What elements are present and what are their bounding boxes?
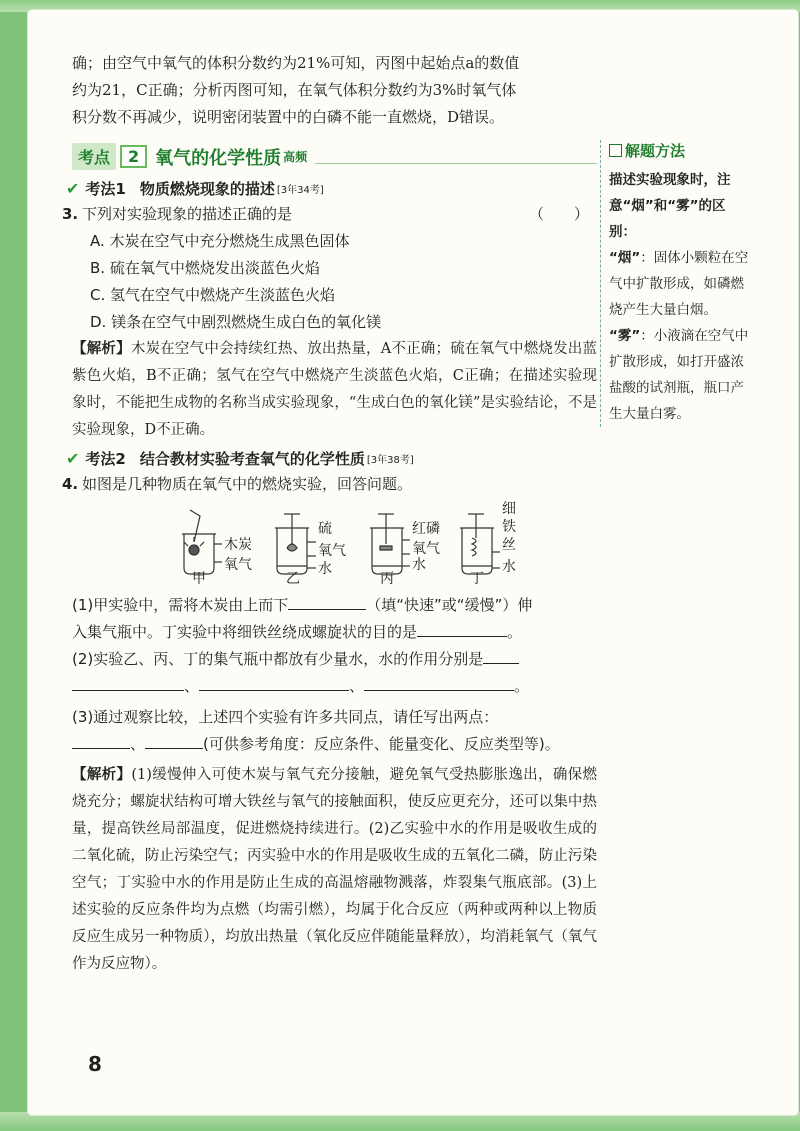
method-title: 结合教材实验考查氧气的化学性质 xyxy=(139,450,365,468)
question-stem: 如图是几种物质在氧气中的燃烧实验，回答问题。 xyxy=(82,475,413,493)
intro-line: 确；由空气中氧气的体积分数约为21%可知，丙图中起始点a的数值 xyxy=(72,54,520,72)
section-number: 2 xyxy=(120,145,147,168)
section-rule xyxy=(315,163,597,164)
answer-blank[interactable] xyxy=(72,732,130,749)
question-4 xyxy=(62,471,597,498)
subquestion-2-cont: 、 、 。 xyxy=(72,673,597,700)
label-water: 水 xyxy=(412,557,426,573)
option-a: A. 木炭在空气中充分燃烧生成黑色固体 xyxy=(90,232,350,250)
method-label: 考法1 xyxy=(85,180,126,198)
label-oxygen: 氧气 xyxy=(318,543,346,559)
option-c: C. 氢气在空气中燃烧产生淡蓝色火焰 xyxy=(90,286,336,304)
main-column xyxy=(62,50,598,978)
section-tag: 高频 xyxy=(283,150,308,164)
question-stem: 下列对实验现象的描述正确的是 xyxy=(82,205,293,223)
intro-line: 积分数不再减少，说明密闭装置中的白磷不能一直燃烧，D错误。 xyxy=(72,108,505,126)
caption-yi: 乙 xyxy=(286,571,300,587)
page-number: 8 xyxy=(88,1052,102,1076)
option-b: B. 硫在氧气中燃烧发出淡蓝色火焰 xyxy=(90,259,320,277)
intro-line: 约为21，C正确；分析丙图可知，在氧气体积分数约为3%时氧气体 xyxy=(72,81,517,99)
question-number: 3. xyxy=(62,205,79,223)
sidebar-intro: 描述实验现象时，注意“烟”和“雾”的区别： xyxy=(609,172,731,240)
label-oxygen: 氧气 xyxy=(412,541,440,557)
analysis-label: 【解析】 xyxy=(72,767,132,783)
caption-jia: 甲 xyxy=(192,571,206,587)
method-heading-1 xyxy=(66,178,597,199)
section-title: 氧气的化学性质 xyxy=(155,147,282,169)
answer-blank[interactable] xyxy=(199,674,349,691)
method-heading-2 xyxy=(66,448,597,469)
tip-box-icon xyxy=(609,144,622,157)
checkmark-icon: ✔ xyxy=(66,179,80,198)
section-label: 考点 xyxy=(72,143,116,170)
subquestion-2: (2)实验乙、丙、丁的集气瓶中都放有少量水，水的作用分别是 xyxy=(72,646,597,673)
label-charcoal: 木炭 xyxy=(224,537,252,553)
analysis-label: 【解析】 xyxy=(72,341,131,357)
subquestion-1-cont: 入集气瓶中。丁实验中将细铁丝绕成螺旋状的目的是 。 xyxy=(72,619,597,646)
answer-blank[interactable] xyxy=(72,674,184,691)
answer-bracket: （ ） xyxy=(528,205,589,223)
analysis-q4 xyxy=(72,762,597,978)
tips-sidebar xyxy=(600,140,749,427)
label-sulfur: 硫 xyxy=(318,521,332,537)
method-frequency: [3年38考] xyxy=(366,455,414,466)
combustion-figure xyxy=(72,501,597,587)
subquestion-1: (1)甲实验中，需将木炭由上而下 （填“快速”或“缓慢”）伸 xyxy=(72,592,597,619)
option-d: D. 镁条在空气中剧烈燃烧生成白色的氧化镁 xyxy=(90,313,382,331)
sidebar-smoke: “烟”：固体小颗粒在空气中扩散形成，如磷燃烧产生大量白烟。 xyxy=(609,250,749,318)
label-thin: 细 xyxy=(502,501,516,517)
label-oxygen: 氧气 xyxy=(224,557,252,573)
analysis-q3 xyxy=(72,336,597,444)
label-iron: 铁 xyxy=(502,519,516,535)
answer-blank[interactable] xyxy=(145,732,203,749)
sidebar-fog: “雾”：小液滴在空气中扩散形成，如打开盛浓盐酸的试剂瓶，瓶口产生大量白雾。 xyxy=(609,328,749,422)
subquestion-3: (3)通过观察比较，上述四个实验有许多共同点，请任写出两点： xyxy=(72,708,499,726)
label-water: 水 xyxy=(502,559,516,575)
label-red-phosphorus: 红磷 xyxy=(412,521,440,537)
answer-blank[interactable] xyxy=(364,674,514,691)
subquestion-3-cont: 、 (可供参考角度：反应条件、能量变化、反应类型等)。 xyxy=(72,731,597,758)
analysis-text: 木炭在空气中会持续红热、放出热量，A不正确；硫在氧气中燃烧发出蓝紫色火焰，B不正确；氢气在空气中燃烧产生淡蓝色火焰，C正确；在描述实验现象时，不能把生成物的名称当成实验现象，“生成白色的氧化镁”是实验结论，不是实验现象，D不正确。 xyxy=(72,341,598,438)
label-water: 水 xyxy=(318,561,332,577)
method-label: 考法2 xyxy=(85,450,126,468)
analysis-text: (1)缓慢伸入可使木炭与氧气充分接触，避免氧气受热膨胀逸出，确保燃烧充分；螺旋状结构可增大铁丝与氧气的接触面积，使反应更充分，还可以集中热量，提高铁丝局部温度，促进燃烧持续进行。(2)乙实验中水的作用是吸收生成的二氧化硫，防止污染空气；丙实验中水的作用是吸收生成的五氧化二磷，防止污染空气；丁实验中水的作用是防止生成的高温熔融物溅落，炸裂集气瓶底部。(3)上述实验的反应条件均为点燃（均需引燃），均属于化合反应（两种或两种以上物质反应生成另一种物质），均放出热量（氧化反应伴随能量释放），均消耗氧气（氧气作为反应物）。 xyxy=(72,767,598,972)
question-number: 4. xyxy=(62,475,79,493)
answer-blank[interactable] xyxy=(483,647,519,664)
caption-bing: 丙 xyxy=(380,571,394,587)
method-title: 物质燃烧现象的描述 xyxy=(139,180,275,198)
section-header xyxy=(72,143,597,170)
label-wire: 丝 xyxy=(502,537,516,553)
method-frequency: [3年34考] xyxy=(276,185,324,196)
answer-blank[interactable] xyxy=(288,593,366,610)
answer-blank[interactable] xyxy=(417,620,507,637)
checkmark-icon: ✔ xyxy=(66,449,80,468)
question-3 xyxy=(62,201,597,228)
caption-ding: 丁 xyxy=(470,571,484,587)
sidebar-title: 解题方法 xyxy=(609,140,749,161)
